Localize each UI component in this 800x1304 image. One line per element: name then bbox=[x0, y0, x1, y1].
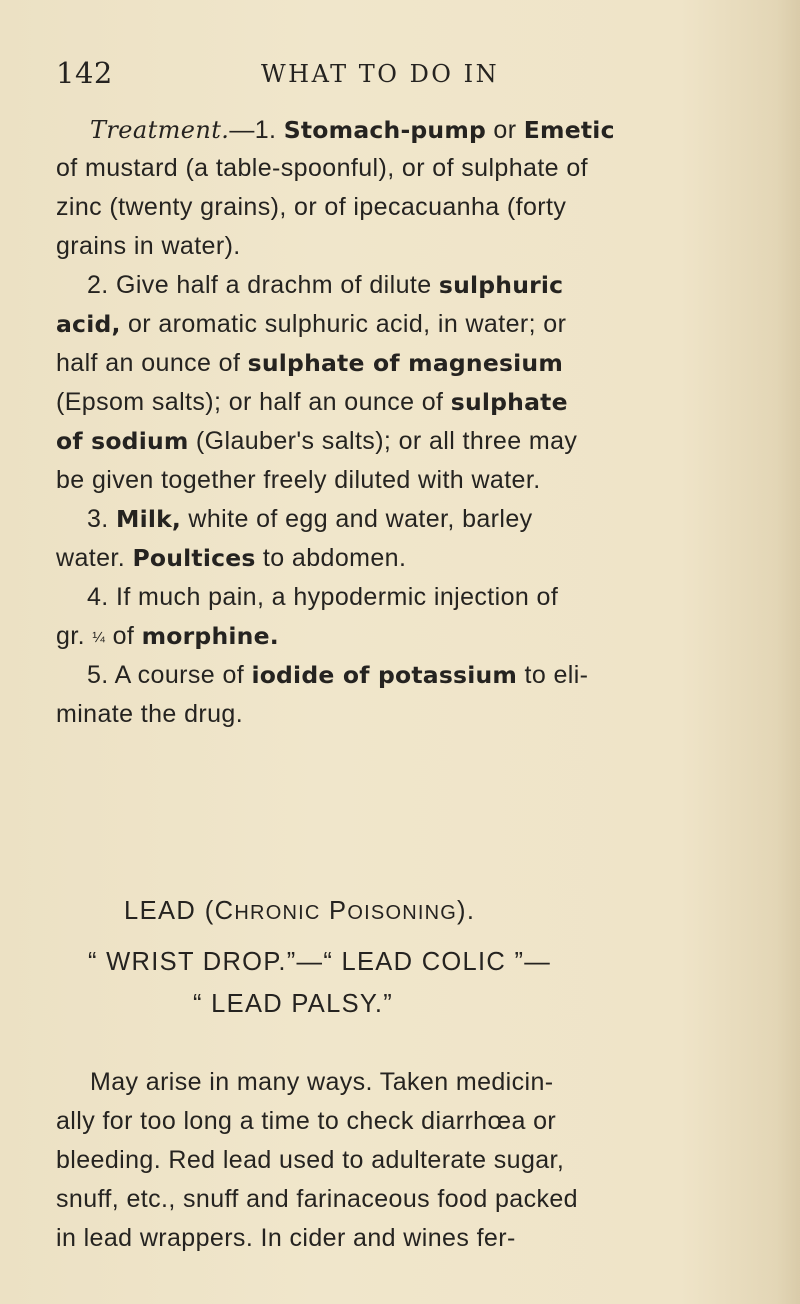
milk-term: Milk, bbox=[116, 505, 182, 533]
treatment-line: 4. If much pain, a hypodermic injection of bbox=[87, 583, 559, 611]
sodium-term: of sodium bbox=[56, 427, 189, 455]
stomach-pump-term: Stomach-pump bbox=[283, 116, 487, 144]
treatment-line: zinc (twenty grains), or of ipecacuanha (forty bbox=[56, 193, 567, 221]
page-number: 142 bbox=[56, 56, 113, 90]
iodide-potassium-term: iodide of potassium bbox=[251, 661, 518, 689]
paragraph-line: May arise in many ways. Taken medicin- bbox=[90, 1068, 554, 1096]
paragraph-line: snuff, etc., snuff and farinaceous food packed bbox=[56, 1185, 578, 1213]
section-title: LEAD (CHRONIC POISONING). bbox=[124, 897, 476, 925]
running-head: WHAT TO DO IN bbox=[261, 60, 500, 88]
paragraph-line: in lead wrappers. In cider and wines fer- bbox=[56, 1224, 516, 1252]
treatment-line: half an ounce of sulphate of magnesium bbox=[56, 349, 564, 377]
sulphuric-term: sulphuric bbox=[438, 271, 564, 299]
treatment-line: acid, or aromatic sulphuric acid, in water; or bbox=[56, 310, 567, 338]
page-header bbox=[56, 56, 756, 100]
treatment-line: of mustard (a table-spoonful), or of sulphate of bbox=[56, 154, 588, 182]
treatment-line: water. Poultices to abdomen. bbox=[56, 544, 407, 572]
emetic-term: Emetic bbox=[523, 116, 615, 144]
treatment-label: Treatment. bbox=[90, 116, 230, 144]
treatment-line: 5. A course of iodide of potassium to eli- bbox=[87, 661, 589, 689]
treatment-line: 2. Give half a drachm of dilute sulphuric bbox=[87, 271, 564, 299]
sulphate-term: sulphate bbox=[450, 388, 568, 416]
treatment-line: 3. Milk, white of egg and water, barley bbox=[87, 505, 533, 533]
treatment-line: grains in water). bbox=[56, 232, 241, 260]
section-subtitle: “ WRIST DROP.”—“ LEAD COLIC ”— bbox=[88, 948, 552, 976]
treatment-line: gr. ¼ of morphine. bbox=[56, 618, 279, 655]
poultices-term: Poultices bbox=[132, 544, 256, 572]
treatment-line: minate the drug. bbox=[56, 700, 244, 728]
paragraph-line: ally for too long a time to check diarrhœa or bbox=[56, 1107, 557, 1135]
paragraph-line: bleeding. Red lead used to adulterate sugar, bbox=[56, 1146, 565, 1174]
sulphate-magnesium-term: sulphate of magnesium bbox=[247, 349, 564, 377]
morphine-term: morphine. bbox=[141, 622, 279, 650]
treatment-line: (Epsom salts); or half an ounce of sulphate bbox=[56, 388, 568, 416]
section-subtitle: “ LEAD PALSY.” bbox=[193, 990, 394, 1018]
treatment-line: of sodium (Glauber's salts); or all three may bbox=[56, 427, 578, 455]
treatment-line: be given together freely diluted with water. bbox=[56, 466, 541, 494]
treatment-line: Treatment.—1. Stomach-pump or Emetic bbox=[90, 116, 615, 144]
quarter-fraction: ¼ bbox=[92, 629, 106, 646]
